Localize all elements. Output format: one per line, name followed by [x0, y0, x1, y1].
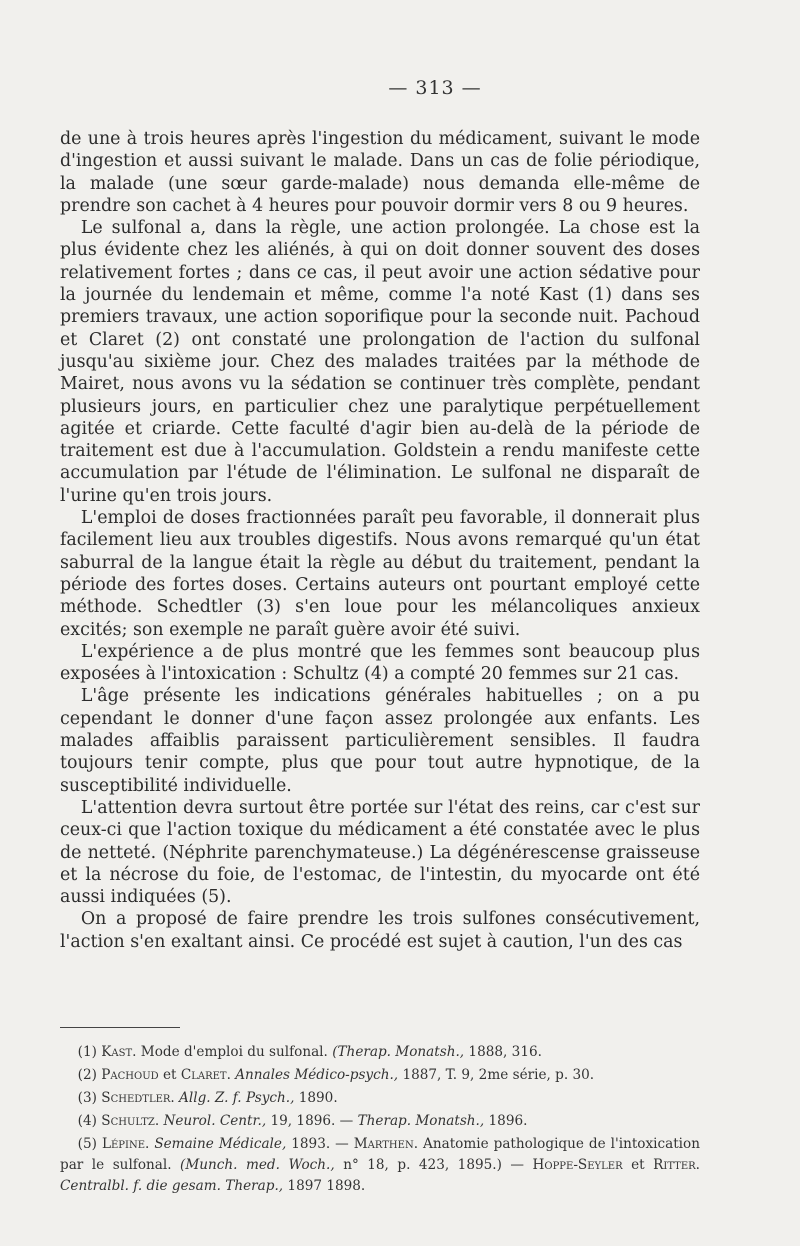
paragraph: On a proposé de faire prendre les trois sulfones consécutivement, l'action s'en exaltant ainsi. Ce procédé est sujet à caution, l'un des cas — [60, 909, 700, 952]
paragraph: L'emploi de doses fractionnées paraît peu favorable, il donnerait plus facilement lieu aux troubles digestifs. Nous avons remarqué qu'un état saburral de la langue était la règle au début du traitement, pendant la période des fortes doses. Certains auteurs ont pourtant employé cette méthode. Schedtler (3) s'en loue pour les mélancoliques anxieux excités; son exemple ne paraît guère avoir été suivi. — [60, 508, 700, 640]
footnote-journal: Centralbl. f. die gesam. Therap., — [60, 1178, 284, 1194]
body-text — [60, 128, 700, 953]
footnote-text: Anatomie pathologique de l'intoxication par le sulfonal. — [60, 1136, 700, 1173]
footnote-tail: n° 18, p. 423, 1895.) — — [334, 1157, 533, 1173]
paragraph: de une à trois heures après l'ingestion du médicament, suivant le mode d'ingestion et aussi suivant le malade. Dans un cas de folie périodique, la malade (une sœur garde-malade) nous demanda elle-même de prendre son cachet à 4 heures pour pouvoir dormir vers 8 ou 9 heures. — [60, 129, 700, 216]
footnote-author: Ritter. — [653, 1157, 701, 1173]
footnote-journal: Semaine Médicale, — [149, 1136, 287, 1152]
footnote-journal: Neurol. Centr., — [159, 1113, 267, 1129]
footnote-journal: Annales Médico-psych., — [230, 1067, 399, 1083]
footnote-author: Hoppe-Seyler — [532, 1157, 623, 1173]
footnote-author: Schultz. — [101, 1113, 160, 1129]
footnote-tail: 1896. — [484, 1113, 528, 1129]
paragraph: L'attention devra surtout être portée sur l'état des reins, car c'est sur ceux-ci que l'action toxique du médicament a été constatée avec le plus de netteté. (Néphrite parenchymateuse.) La dégénérescense graisseuse et la nécrose du foie, de l'estomac, de l'intestin, du myocarde ont été aussi indiquées (5). — [60, 797, 700, 908]
paragraph: Le sulfonal a, dans la règle, une action prolongée. La chose est la plus évidente chez les aliénés, à qui on doit donner souvent des doses relativement fortes ; dans ce cas, il peut avoir une action sédative pour la journée du lendemain et même, comme l'a noté Kast (1) dans ses premiers travaux, une action soporifique pour la seconde nuit. Pachoud et Claret (2) ont constaté une prolongation de l'action du sulfonal jusqu'au sixième jour. Chez des malades traitées par la méthode de Mairet, nous avons vu la sédation se continuer très complète, pendant plusieurs jours, en particulier chez une paralytique perpétuellement agitée et criarde. Cette faculté d'agir bien au-delà de la période de traitement est due à l'accumulation. Goldstein a rendu manifeste cette accumulation par l'étude de l'élimination. Le sulfonal ne disparaît de l'urine qu'en trois jours. — [60, 218, 700, 506]
footnote-text: Mode d'emploi du sulfonal. — [136, 1044, 333, 1060]
footnote-mark: (4) — [77, 1113, 97, 1129]
page-number: — 313 — — [388, 77, 482, 99]
paragraph: L'âge présente les indications générales habituelles ; on a pu cependant le donner d'une façon assez prolongée aux enfants. Les malades affaiblis paraissent particulièrement sensibles. Il faudra toujours tenir compte, plus que pour tout autre hypnotique, de la susceptibilité individuelle. — [60, 686, 700, 796]
footnote-mark: (2) — [77, 1067, 97, 1083]
footnote-1 — [60, 1042, 700, 1063]
footnotes — [60, 1042, 700, 1199]
footnote-tail: 1890. — [294, 1090, 338, 1106]
footnote-journal: Therap. Monatsh., — [357, 1113, 485, 1129]
footnote-mark: (3) — [77, 1090, 97, 1106]
footnote-author: Schedtler. — [101, 1090, 175, 1106]
footnote-2 — [60, 1065, 700, 1086]
footnote-5 — [60, 1134, 700, 1197]
footnote-text: et — [158, 1067, 181, 1083]
footnote-journal: Allg. Z. f. Psych., — [174, 1090, 295, 1106]
footnote-author: Marthen. — [353, 1136, 419, 1152]
footnote-4 — [60, 1111, 700, 1132]
footnote-tail: 1893. — — [286, 1136, 354, 1152]
footnote-3 — [60, 1088, 700, 1109]
footnote-mark: (1) — [77, 1044, 97, 1060]
footnote-tail: 1897 1898. — [283, 1178, 366, 1194]
footnote-author: Claret. — [180, 1067, 231, 1083]
footnote-journal: (Munch. med. Woch., — [180, 1157, 335, 1173]
footnote-text: et — [622, 1157, 654, 1173]
footnote-mark: (5) — [77, 1136, 97, 1152]
paragraph: L'expérience a de plus montré que les femmes sont beaucoup plus exposées à l'intoxication : Schultz (4) a compté 20 femmes sur 21 cas. — [60, 641, 700, 685]
footnote-journal: (Therap. Monatsh., — [332, 1044, 465, 1060]
footnote-tail: 1888, 316. — [464, 1044, 542, 1060]
footnote-author: Pachoud — [101, 1067, 159, 1083]
footnote-separator — [60, 1027, 180, 1028]
footnote-tail: 19, 1896. — — [266, 1113, 358, 1129]
footnote-tail: 1887, T. 9, 2me série, p. 30. — [398, 1067, 595, 1083]
footnote-author: Kast. — [101, 1044, 137, 1060]
footnote-author: Lépine. — [101, 1136, 150, 1152]
